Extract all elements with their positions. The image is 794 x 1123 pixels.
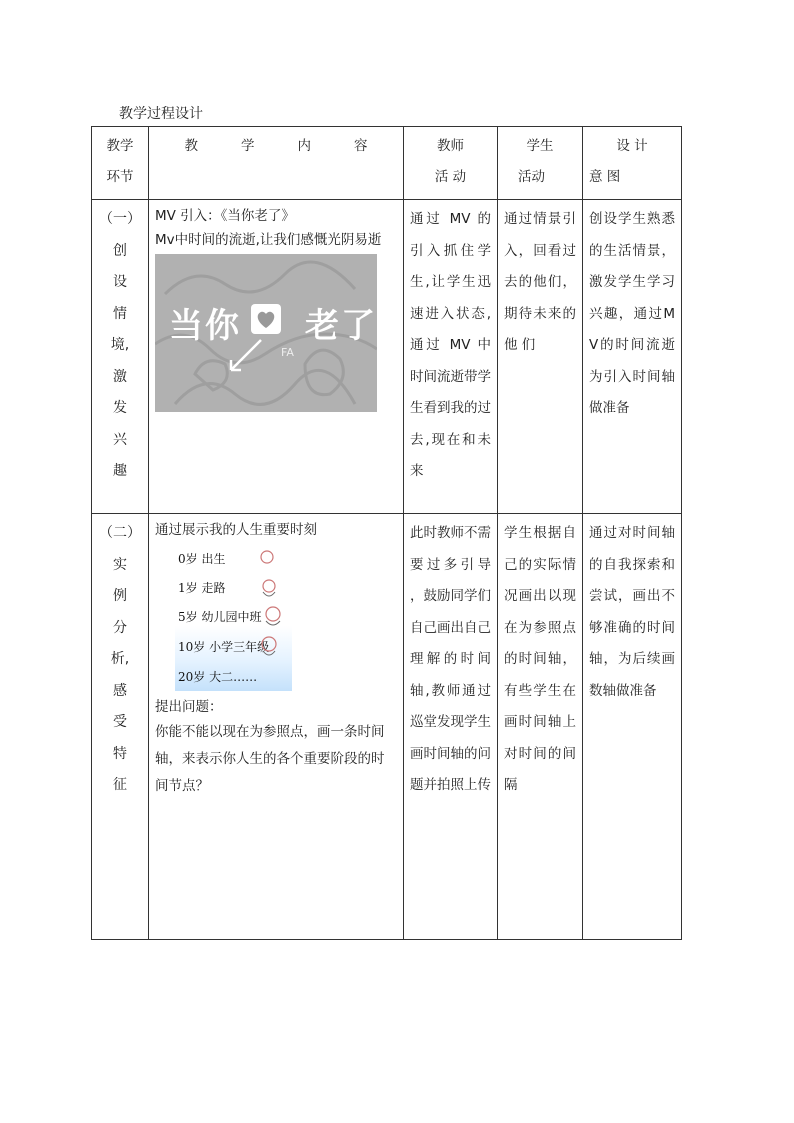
mv-tag: FA <box>281 346 294 359</box>
stage-char: 趣 <box>113 463 127 479</box>
stage-char: 征 <box>113 777 127 793</box>
header-student-line2: 活动 <box>518 169 545 185</box>
header-design <box>583 127 682 200</box>
header-stage <box>92 127 149 200</box>
life-timeline-image <box>175 546 292 691</box>
stage-char: （一） <box>99 211 141 227</box>
lesson-design-table <box>91 126 682 940</box>
question-text: 你能不能以现在为参照点，画一条时间轴，来表示你人生的各个重要阶段的时间节点？ <box>155 724 385 794</box>
teacher-activity-cell: 此时教师不需要过多引导 ，鼓励同学们自己画出自己理解的时间轴,教师通过巡堂发现学生画时间轴的问题并拍照上传 <box>404 514 498 940</box>
header-content-char: 内 <box>297 138 311 154</box>
stage-char: 激 <box>113 368 127 385</box>
question-label: 提出问题： <box>155 699 223 715</box>
header-content-char: 学 <box>241 138 255 154</box>
arrow-icon <box>225 338 265 378</box>
timeline-item: 0岁 出生 <box>178 552 226 566</box>
stage-char: 分 <box>113 619 127 636</box>
stage-char: 实 <box>113 556 127 573</box>
teacher-activity-cell: 通过 MV 的引入抓住学生,让学生迅速进入状态,通过 MV 中时间流逝带学生看到我的过去,现在和未来 <box>404 200 498 514</box>
design-intent-cell: 创设学生熟悉的生活情景，激发学生学习兴趣，通过MV的时间流逝为引入时间轴做准备 <box>583 200 682 514</box>
timeline-item: 1岁 走路 <box>178 581 226 595</box>
header-stage-line2: 环节 <box>106 169 134 185</box>
timeline-item: 5岁 幼儿园中班 <box>178 610 262 624</box>
content-line: 通过展示我的人生重要时刻 <box>155 522 317 538</box>
header-teacher-line1: 教师 <box>437 138 464 154</box>
table-header-row <box>92 127 682 200</box>
stage-char: 兴 <box>113 431 127 448</box>
stage-char: 创 <box>113 242 127 259</box>
header-student-line1: 学生 <box>526 138 554 154</box>
student-activity-cell: 通过情景引入，回看过去的他们，期待未来的他 们 <box>498 200 583 514</box>
stage-char: 境, <box>110 337 130 353</box>
stage-char: 特 <box>113 745 127 762</box>
page-heading: 教学过程设计 <box>119 106 203 122</box>
stage-char: 受 <box>113 714 127 730</box>
baby-sketch-icon <box>255 546 285 686</box>
student-activity-cell: 学生根据自己的实际情况画出以现在为参照点的时间轴，有些学生在画时间轴上对时间的间隔 <box>498 514 583 940</box>
content-cell <box>149 200 404 514</box>
mv-title-right: 老了 <box>305 306 377 346</box>
stage-char: 例 <box>113 588 127 604</box>
design-intent-cell: 通过对时间轴的自我探索和尝试，画出不够准确的时间轴，为后续画数轴做准备 <box>583 514 682 940</box>
stage-cell <box>92 514 149 940</box>
stage-cell <box>92 200 149 514</box>
stage-char: （二） <box>99 525 141 541</box>
heart-icon <box>251 304 281 334</box>
stage-char: 设 <box>113 274 127 290</box>
header-teacher <box>404 127 498 200</box>
timeline-item: 20岁 大二…… <box>178 670 258 684</box>
content-line: MV 引入：《当你老了》 <box>155 208 295 224</box>
header-teacher-line2: 活 动 <box>434 169 467 185</box>
header-content <box>149 127 404 200</box>
table-row <box>92 514 682 940</box>
header-stage-line1: 教学 <box>106 138 134 154</box>
content-line: Mv中时间的流逝,让我们感慨光阴易逝 <box>155 232 382 248</box>
stage-char: 发 <box>113 400 127 416</box>
header-student <box>498 127 583 200</box>
mv-title-left: 当你 <box>169 306 241 346</box>
header-design-line1: 设 计 <box>616 138 648 154</box>
table-row <box>92 200 682 514</box>
stage-char: 情 <box>113 305 127 322</box>
content-cell <box>149 514 404 940</box>
header-content-char: 教 <box>184 138 198 154</box>
header-content-char: 容 <box>354 138 368 154</box>
stage-char: 析, <box>110 651 130 667</box>
timeline-item: 10岁 小学三年级 <box>178 640 270 654</box>
mv-cover-image <box>155 254 377 412</box>
stage-char: 感 <box>113 682 127 699</box>
header-design-line2: 意 图 <box>589 169 621 185</box>
